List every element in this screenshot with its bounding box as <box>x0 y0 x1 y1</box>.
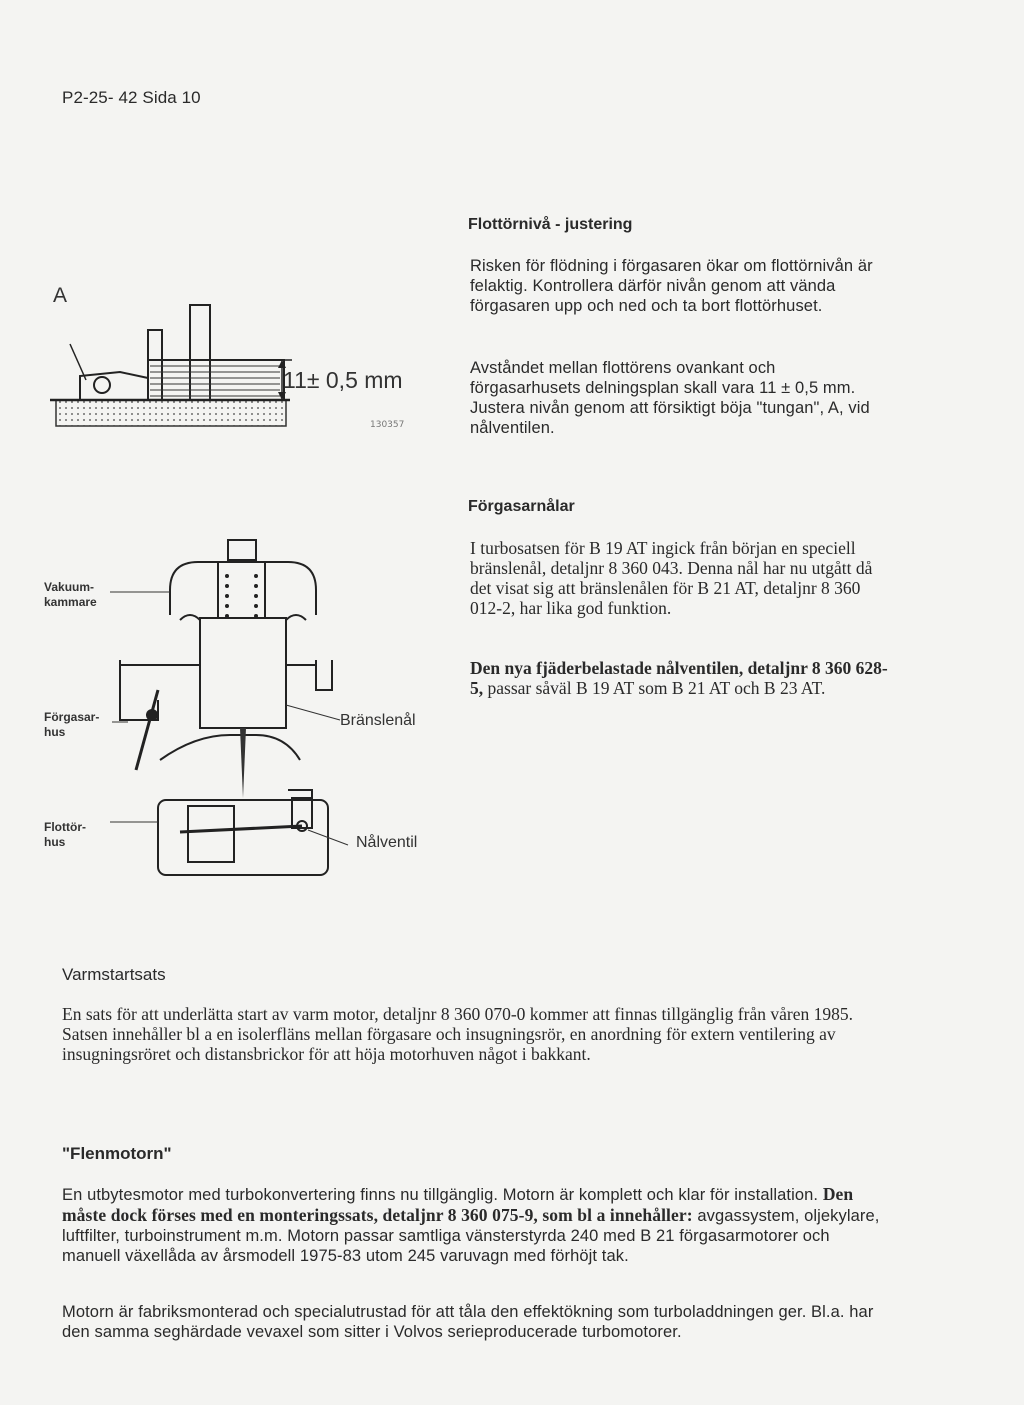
flenmotorn-paragraph-1-bold: Den måste dock förses med en monteringssats, detaljnr 8 360 075-9, som bl a innehåller: <box>62 1184 854 1225</box>
float-level-drawing <box>40 280 440 440</box>
flenmotorn-paragraph-1-b: avgassystem, oljekylare, luftfilter, turboinstrument m.m. Motorn passar samtliga vänsterstyrda 240 med B 21 förgasarmotorer och manuell växellåda av årsmodell 1975-83 utom 245 varuvagn med förhöjt tak. <box>62 1207 880 1265</box>
flenmotorn-paragraph-2: Motorn är fabriksmonterad och specialutrustad för att tåla den effektökning som turboladdningen ger. Bl.a. har den samma seghärdade vevaxel som sitter i Volvos serieproducerade turbomotorer. <box>62 1303 874 1341</box>
needles-paragraph-2 <box>470 658 890 698</box>
float-level-paragraph-2: Avståndet mellan flottörens ovankant och förgasarhusets delningsplan skall vara 11 ± 0,5 mm. Justera nivån genom att försiktigt böja "tungan", A, vid nålventilen. <box>470 359 870 437</box>
label-vacuum-chamber: Vakuum- kammare <box>44 580 97 609</box>
label-fuel-needle: Bränslenål <box>340 712 416 729</box>
hot-start-kit-paragraph: En sats för att underlätta start av varm motor, detaljnr 8 360 070-0 kommer att finnas tillgänglig från våren 1985. Satsen innehåller bl a en isolerfläns mellan förgasare och insugningsrör, en anordning för extern ventilering av insugningsröret och distansbrickor för att höja motorhuven något i bakkant. <box>62 1004 853 1064</box>
figure-number: 130357 <box>370 420 405 430</box>
float-level-paragraph-1: Risken för flödning i förgasaren ökar om flottörnivån är felaktig. Kontrollera därför nivån genom att vända förgasaren upp och ned och ta bort flottörhuset. <box>470 257 873 315</box>
section-title-hot-start-kit: Varmstartsats <box>62 965 166 984</box>
section-title-carburettor-needles: Förgasarnålar <box>468 498 575 515</box>
carburettor-figure <box>40 530 450 880</box>
section-title-flenmotorn: "Flenmotorn" <box>62 1144 172 1163</box>
label-carburettor-body: Förgasar- hus <box>44 710 100 739</box>
page-reference: P2-25- 42 Sida 10 <box>62 88 201 107</box>
carburettor-drawing <box>40 530 450 880</box>
float-level-figure <box>40 280 440 440</box>
label-a: A <box>53 284 68 307</box>
needles-paragraph-2-rest: passar såväl B 19 AT som B 21 AT och B 23 AT. <box>483 678 826 698</box>
needles-paragraph-1: I turbosatsen för B 19 AT ingick från början en speciell bränslenål, detaljnr 8 360 043. Denna nål har nu utgått då det visat sig att bränslenålen för B 21 AT, detaljnr 8 360 012-2, har lika god funktion. <box>470 538 873 618</box>
needles-paragraph-2-bold: Den nya fjäderbelastade nålventilen, detaljnr 8 360 628-5, <box>470 658 888 698</box>
label-float-chamber: Flottör- hus <box>44 820 86 849</box>
flenmotorn-paragraph-1-a: En utbytesmotor med turbokonvertering finns nu tillgänglig. Motorn är komplett och klar för installation. <box>62 1186 823 1204</box>
section-title-float-level: Flottörnivå - justering <box>468 216 633 233</box>
flenmotorn-paragraph-1 <box>62 1184 892 1266</box>
dimension-label: 11± 0,5 mm <box>283 367 403 393</box>
label-needle-valve: Nålventil <box>356 834 418 851</box>
